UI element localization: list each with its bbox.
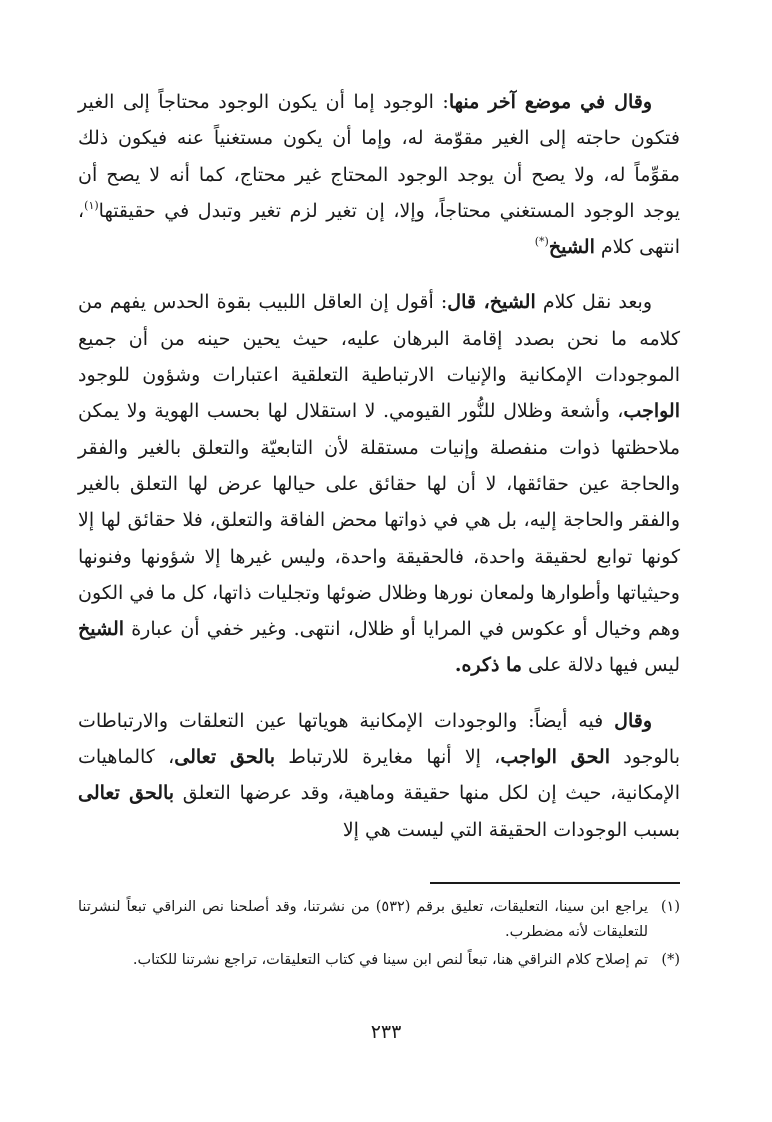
footnote-ref-1[interactable]: (١) (84, 198, 99, 212)
text-run: وقال في موضع آخر منها (448, 91, 652, 113)
text-run: ، كالماهيات الإمكانية، حيث إن لكل منها حقيقة وماهية، وقد عرضها التعلق (78, 746, 680, 805)
text-run: ، إلا أنها مغايرة للارتباط (274, 746, 501, 769)
text-run: : أقول إن العاقل اللبيب بقوة الحدس يفهم من كلامه ما نحن بصدد إقامة البرهان عليه، حيث يحين حينه من أن جميع الموجودات الإمكانية والإنيات الارتباطية التعلقية اعتبارات وشؤون للوجود (78, 291, 680, 387)
footnote-marker: (*) (661, 952, 680, 968)
main-text (78, 84, 680, 848)
footnote-star (78, 948, 680, 973)
paragraph-3 (78, 703, 680, 848)
text-run: ما ذكره. (454, 654, 522, 677)
text-run: : الوجود إما أن يكون الوجود محتاجاً إلى الغير فتكون حاجته إلى الغير مقوّمة له، وإما أن يكون مستغنياً عنه فيكون ذلك مقوِّماً له، ولا يصح أن يوجد الوجود المحتاج غير محتاج، كما أنه لا يصح أن يوجد الوجود المستغني محتاجاً، وإلا، إن تغير لزم تغير وتبدل في حقيقتها (78, 91, 680, 222)
footnote-separator (430, 882, 680, 884)
footnote-ref-star[interactable]: (*) (534, 235, 549, 249)
text-run: ، وأشعة وظلال للنُّور القيومي. لا استقلال لها بحسب الهوية ولا يمكن ملاحظتها ذوات منفصلة وإنيات مستقلة لأن التابعيّة والتعلق بالغير والفقر والحاجة عين حقائقها، لا أن لها حقائق على حيالها عرض لها التعلق بالغير والفقر والحاجة إليه، بل هي في ذواتها محض الفاقة والتعلق، فلا حقائق لها إلا كونها توابع لحقيقة واحدة، فالحقيقة واحدة، وليس غيرها إلا شؤونها وفنونها وحيثياتها وأطوارها ولمعان نورها وظلال ضوئها وتجليات ذاتها، كل ما في الكون وهم وخيال أو عكوس في المرايا أو ظلال، انتهى. وغير خفي أن عبارة (78, 400, 680, 641)
text-run: ليس فيها دلالة على (521, 654, 680, 677)
footnote-1 (78, 895, 680, 945)
text-run: بسبب الوجودات الحقيقة التي ليست هي إلا (342, 818, 680, 841)
text-run: الواجب (623, 400, 680, 423)
footnote-text: تم إصلاح كلام النراقي هنا، تبعاً لنص ابن سينا في كتاب التعليقات، تراجع نشرتنا للكتاب. (132, 952, 648, 968)
text-run: وبعد نقل كلام (535, 291, 652, 314)
paragraph-2 (78, 284, 680, 683)
text-run: الشيخ (548, 236, 595, 259)
footnote-text: يراجع ابن سينا، التعليقات، تعليق برقم (٥٣٢) من نشرتنا، وقد أصلحنا نص النراقي تبعاً لنشرتنا للتعليقات لأنه مضطرب. (78, 899, 648, 940)
footnotes (78, 895, 680, 973)
text-run: ، انتهى كلام (78, 199, 680, 259)
text-run: بالحق تعالى (174, 746, 275, 769)
page-number: ٢٣٣ (370, 1021, 402, 1043)
text-run: فيه أيضاً: والوجودات الإمكانية هوياتها عين التعلقات والارتباطات بالوجود (78, 709, 680, 769)
text-run: بالحق تعالى (78, 782, 175, 805)
text-run: الحق الواجب (500, 746, 610, 769)
text-run: الشيخ (78, 618, 125, 641)
paragraph-1 (78, 84, 680, 265)
text-run: وقال (614, 709, 652, 732)
text-run: الشيخ، قال (447, 291, 536, 314)
footnote-marker: (١) (660, 899, 680, 915)
